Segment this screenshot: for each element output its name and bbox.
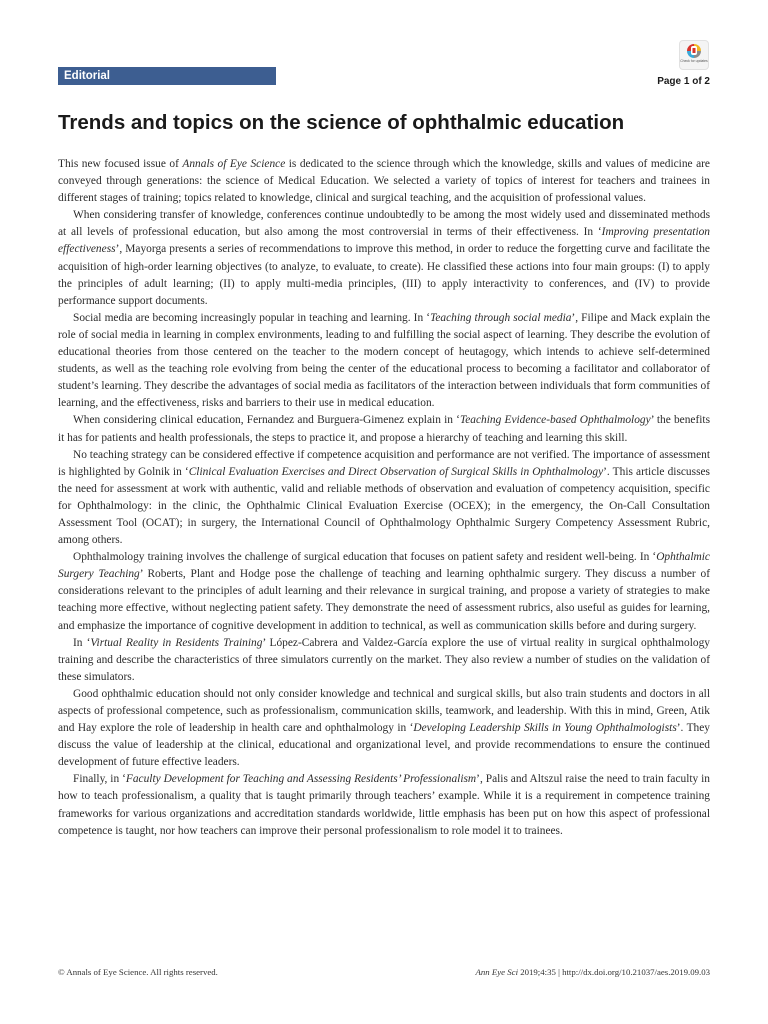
paragraph-text: ’ the benefits it has for patients and health professionals, the steps to practice it, and propose a hierarchy of teaching and learning this skill. [58,414,711,444]
paragraph-text: No teaching strategy can be considered effective if competence acquisition and performance are not verified. The importance of assessment is highlighted by Golnik in ‘ [58,448,710,478]
body-paragraph [58,156,710,207]
paragraph-text: When considering transfer of knowledge, conferences continue undoubtedly to be among the most widely used and disseminated methods at all levels of professional education, but also among the most controversial in terms of their effectiveness. In ‘ [58,209,710,239]
article-reference-title: Improving presentation effectiveness [58,226,710,256]
article-reference-title: Teaching Evidence-based Ophthalmology [459,414,651,427]
body-paragraph [58,310,710,413]
paragraph-text: This new focused issue of [58,158,183,170]
article-reference-title: Faculty Development for Teaching and Assessing Residents’ Professionalism [125,773,477,786]
citation-line [476,967,710,977]
doi-link[interactable]: http://dx.doi.org/10.21037/aes.2019.09.03 [562,967,710,977]
paragraph-text: Good ophthalmic education should not only consider knowledge and technical and surgical skills, but also train students and doctors in all aspects of professional competence, such as professionalism, communication skills, teamwork, and leadership. With this in mind, Green, Atik and Hay explore the role of leadership in health care and ophthalmology in ‘ [58,687,710,735]
copyright-notice: © Annals of Eye Science. All rights reserved. [58,967,218,977]
paragraph-text: Finally, in ‘ [73,773,126,786]
article-title: Trends and topics on the science of ophthalmic education [58,111,625,134]
paragraph-text: ’. They discuss the value of leadership at the clinical, educational and organizational level, and provide recommendations to ensure the continued development of future effective leaders. [58,722,711,769]
paragraph-text: When considering clinical education, Fernandez and Burguera-Gimenez explain in ‘ [73,414,460,427]
body-paragraph [58,635,710,686]
journal-abbrev: Ann Eye Sci [475,967,519,977]
article-body [58,156,710,840]
body-paragraph [58,447,710,550]
paragraph-text: ’ Roberts, Plant and Hodge pose the challenge of teaching and learning ophthalmic surgery. They discuss a number of considerations relevant to the principles of adult learning and their relevance in surgical training, and propose a variety of strategies to make teaching more effective, without neglecting patient safety. They demonstrate the need of assessment rubrics, also useful as guides for learning, and emphasize the importance of cognitive development in addition to technical, as well as communication skills before and during surgery. [58,568,710,632]
check-for-updates-icon[interactable] [679,40,709,70]
article-reference-title: Teaching through social media [430,311,572,324]
paragraph-text: ’, Mayorga presents a series of recommendations to improve this method, in order to reduce the forgetting curve and facilitate the acquisition of high-order learning objectives (to analyze, to evaluate, to create). He classified these actions into four main groups: (I) to apply the principles of adult learning; (II) to apply multi-media principles, (III) to apply interactivity to conferences, and (IV) to provide performance support documents. [58,243,710,307]
page-number: Page 1 of 2 [657,76,710,87]
paragraph-text: Ophthalmology training involves the challenge of surgical education that focuses on patient safety and resident well-being. In ‘ [73,551,657,564]
article-reference-title: Clinical Evaluation Exercises and Direct Observation of Surgical Skills in Ophthalmology [188,465,604,478]
body-paragraph [58,686,710,771]
paragraph-text: ’ López-Cabrera and Valdez-García explore the use of virtual reality in surgical ophthalmology training and describe the characteristics of three simulators currently on the market. They also review a number of studies on the validation of these simulators. [58,636,710,683]
article-reference-title: Annals of Eye Science [182,158,286,170]
article-reference-title: Ophthalmic Surgery Teaching [58,551,710,581]
paragraph-text: ’, Filipe and Mack explain the role of social media in learning in complex environments, leading to and fulfilling the social aspect of learning. They describe the evolution of educational theories from those centered on the teacher to the modern concept of heutagogy, which intends to achieve self-determined students, as well as the teaching role evolving from being the center of the educational process to becoming a facilitator and collaborator of student’s learning. They describe the advantages of social media as facilitators of the interaction between individuals that form communities of learning, and the effectiveness, risks and barriers to their use in medical education. [58,311,710,410]
article-reference-title: Virtual Reality in Residents Training [90,636,263,649]
paragraph-text: ’, Palis and Altszul raise the need to train faculty in how to teach professionalism, a quality that is taught primarily through teachers’ example. While it is a requirement in competence training frameworks for various organizations and accreditation standards worldwide, little emphasis has been put on how this aspect of professional competence is taught, nor how teachers can improve their personal professionalism to role model it to trainees. [58,773,710,837]
paragraph-text: In ‘ [73,636,91,649]
paragraph-text: Social media are becoming increasingly popular in teaching and learning. In ‘ [73,311,431,324]
body-paragraph [58,412,710,446]
article-reference-title: Developing Leadership Skills in Young Ophthalmologists [413,722,677,735]
check-for-updates-label: Check for updates [680,59,708,63]
paragraph-text: ’. This article discusses the need for assessment at work with authentic, valid and reliable methods of observation and evaluation of competency acquisition, specific for Ophthalmology: in the clinic, the Ophthalmic Clinical Evaluation Exercise (OCEX); in the emergency, the On-Call Consultation Assessment Tool (OCAT); in surgery, the International Council of Ophthalmology Ophthalmic Surgery Competency Assessment Rubric, among others. [58,465,710,547]
body-paragraph [58,207,710,310]
body-paragraph [58,771,710,839]
section-badge: Editorial [58,67,276,85]
body-paragraph [58,549,710,634]
volume-info: 2019;4:35 [518,967,556,977]
citation-separator: | [555,967,563,977]
paragraph-text: is dedicated to the science through which the knowledge, skills and values of medicine are conveyed through generations: the science of Medical Education. We selected a variety of topics of interest for teachers and trainees in different stages of training; topics related to knowledge, clinical and surgical teaching, and the acquisition of professional values. [58,158,710,205]
